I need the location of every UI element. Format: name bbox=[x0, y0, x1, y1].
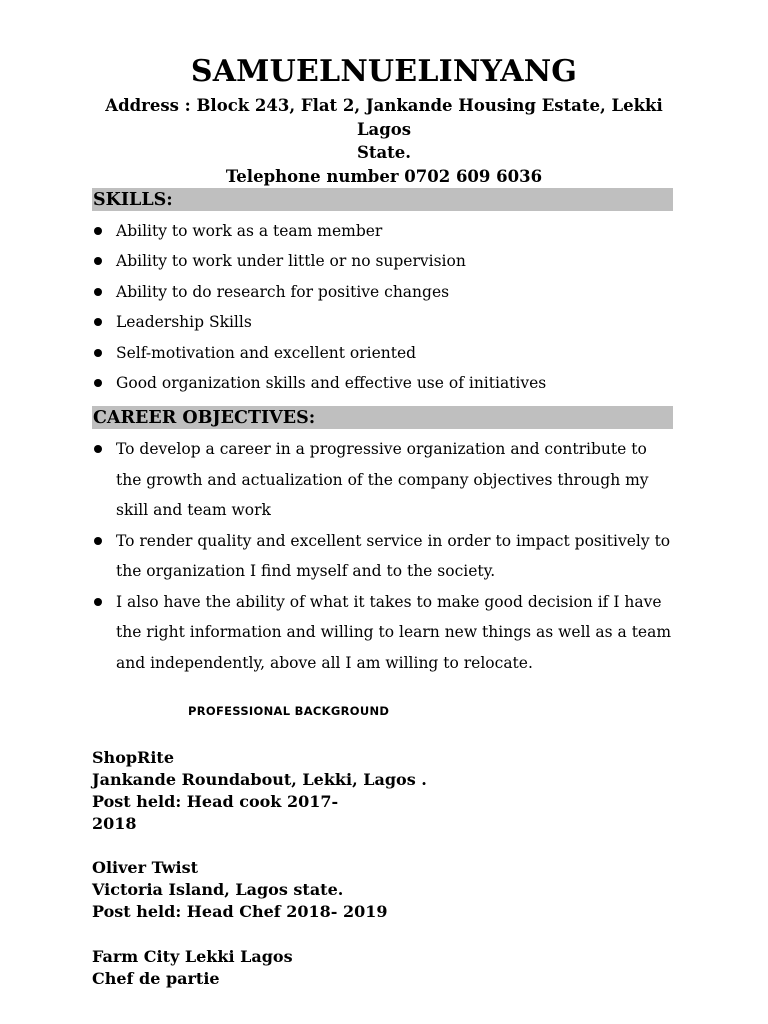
skill-text: Ability to do research for positive changes bbox=[116, 282, 450, 301]
job-entry bbox=[92, 747, 427, 835]
list-item bbox=[92, 277, 672, 307]
employer-name: ShopRite bbox=[92, 748, 174, 767]
skill-text: Self-motivation and excellent oriented bbox=[116, 343, 417, 362]
bullet-icon bbox=[94, 598, 102, 606]
telephone-line: Telephone number 0702 609 6036 bbox=[225, 166, 543, 186]
objective-text: To render quality and excellent service in order to impact positively to the organization I find myself and to the society. bbox=[116, 531, 671, 580]
objective-text: To develop a career in a progressive organization and contribute to the growth and actualization of the company objectives through my skill and team work bbox=[116, 440, 649, 519]
professional-background-heading: PROFESSIONAL BACKGROUND bbox=[188, 704, 390, 718]
employer-location: Jankande Roundabout, Lekki, Lagos . bbox=[92, 770, 427, 789]
objective-text: I also have the ability of what it takes to make good decision if I have the right information and willing to learn new things as well as a team and independently, above all I am willing to relocate. bbox=[116, 592, 672, 672]
employer-name: Farm City Lekki Lagos bbox=[92, 947, 293, 966]
bullet-icon bbox=[94, 227, 102, 235]
address-line-continued: State. bbox=[356, 143, 412, 162]
objectives-list bbox=[92, 434, 672, 678]
post-held: Post held: Head Chef 2018- 2019 bbox=[92, 902, 388, 921]
list-item bbox=[92, 307, 672, 337]
list-item bbox=[92, 338, 672, 368]
list-item bbox=[92, 216, 672, 246]
job-entry bbox=[92, 857, 388, 923]
bullet-icon bbox=[94, 288, 102, 296]
skill-text: Ability to work under little or no supervision bbox=[116, 252, 466, 271]
skill-text: Leadership Skills bbox=[116, 313, 252, 332]
bullet-icon bbox=[94, 349, 102, 357]
bullet-icon bbox=[94, 379, 102, 387]
list-item bbox=[92, 526, 672, 587]
list-item bbox=[92, 246, 672, 276]
bullet-icon bbox=[94, 537, 102, 545]
list-item bbox=[92, 587, 672, 679]
skills-heading: SKILLS: bbox=[92, 188, 673, 211]
bullet-icon bbox=[94, 445, 102, 453]
list-item bbox=[92, 368, 672, 398]
career-objectives-heading: CAREER OBJECTIVES: bbox=[92, 406, 673, 429]
applicant-name: SAMUELNUELINYANG bbox=[190, 54, 578, 89]
post-held-continued: 2018 bbox=[92, 814, 137, 833]
bullet-icon bbox=[94, 257, 102, 265]
post-title: Chef de partie bbox=[92, 969, 220, 988]
employer-name: Oliver Twist bbox=[92, 858, 198, 877]
contact-block bbox=[88, 94, 680, 188]
post-held: Post held: Head cook 2017- bbox=[92, 792, 339, 811]
employer-location: Victoria Island, Lagos state. bbox=[92, 880, 344, 899]
skill-text: Ability to work as a team member bbox=[116, 222, 383, 240]
bullet-icon bbox=[94, 318, 102, 326]
job-entry bbox=[92, 946, 293, 990]
list-item bbox=[92, 434, 672, 526]
address-line: Address : Block 243, Flat 2, Jankande Housing Estate, Lekki Lagos bbox=[105, 96, 663, 139]
skill-text: Good organization skills and effective use of initiatives bbox=[116, 373, 547, 392]
skills-list bbox=[92, 216, 672, 398]
